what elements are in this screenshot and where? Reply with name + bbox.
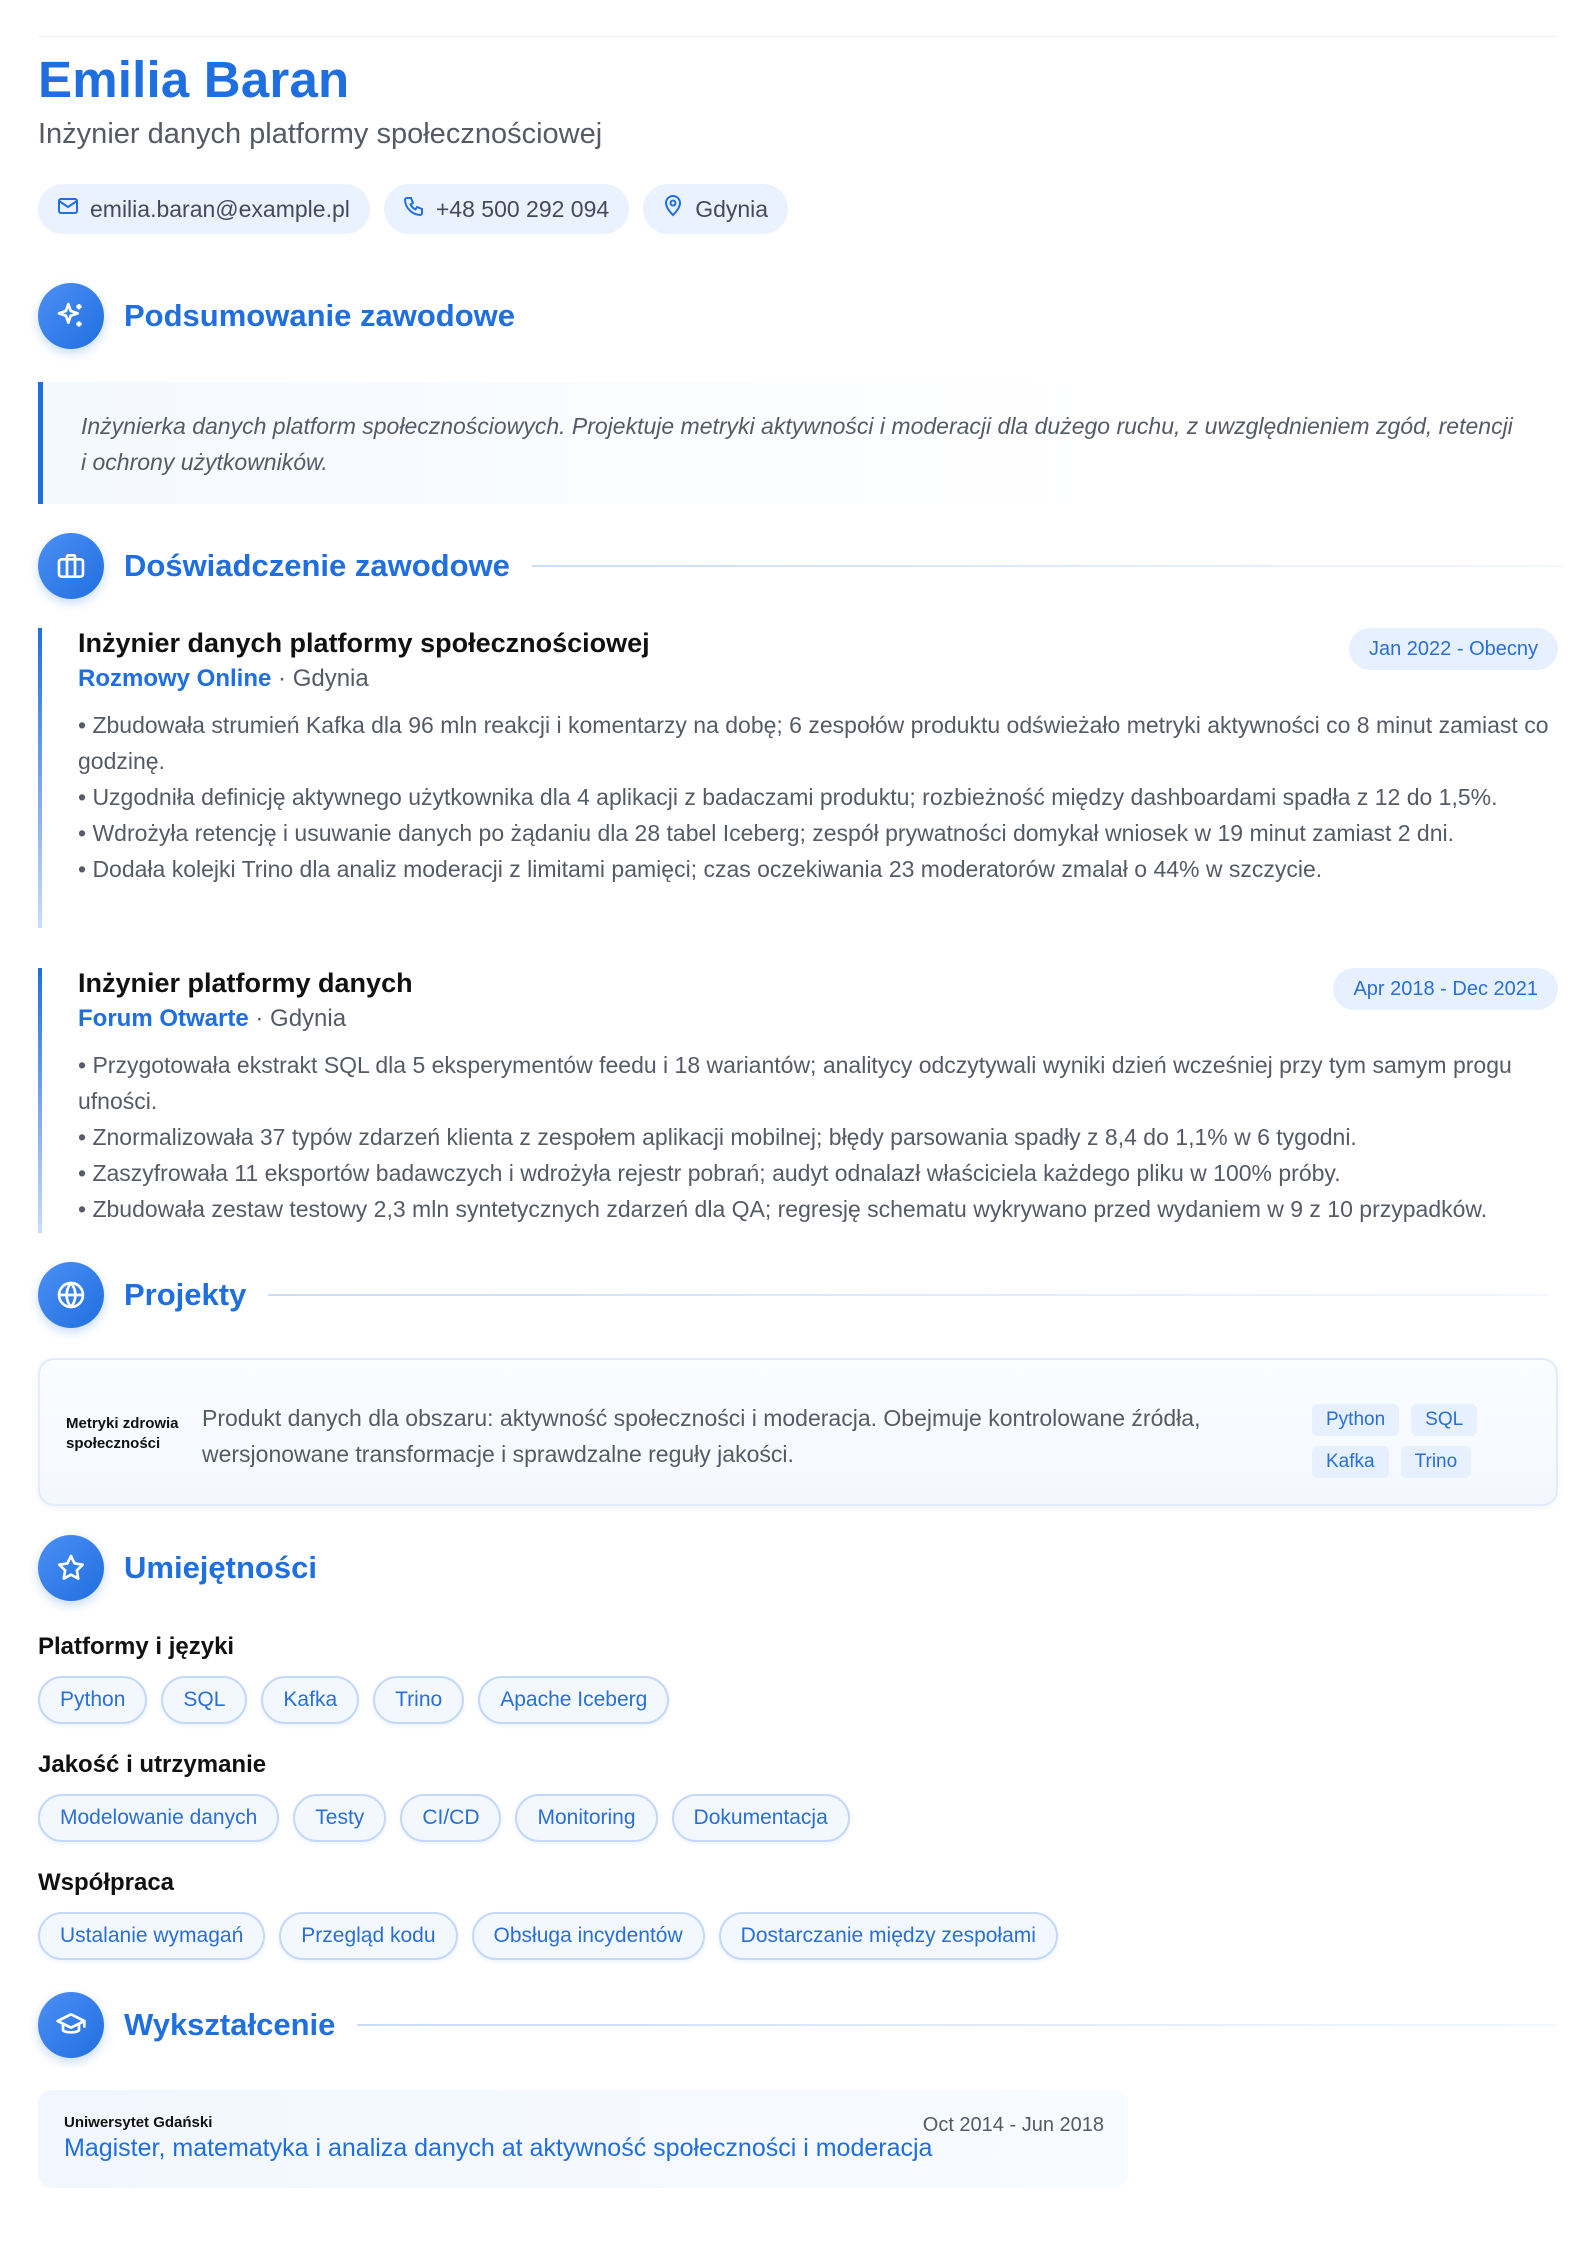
- skill-tag: CI/CD: [400, 1794, 501, 1842]
- skill-list: [38, 1794, 850, 1842]
- skill-tag: Obsługa incydentów: [472, 1912, 705, 1960]
- job-bullet: • Uzgodniła definicję aktywnego użytkownika dla 4 aplikacji z badaczami produktu; rozbieżność między dashboardami spadła z 12 do 1,5%.: [78, 784, 1498, 810]
- contact-list: [38, 184, 788, 234]
- contact-phone[interactable]: [384, 184, 629, 234]
- sparkle-icon: [38, 283, 104, 349]
- skill-tag: Kafka: [261, 1676, 359, 1724]
- section-title: Projekty: [124, 1277, 247, 1312]
- job-title: Inżynier danych platformy społecznościowej: [78, 628, 650, 658]
- job-company-line: [78, 1005, 1558, 1033]
- education-degree: Magister, matematyka i analiza danych at aktywność społeczności i moderacja: [64, 2134, 933, 2162]
- globe-icon: [38, 1262, 104, 1328]
- job-company-line: [78, 665, 1558, 693]
- skill-tag: Trino: [373, 1676, 464, 1724]
- skill-tag: Przegląd kodu: [279, 1912, 457, 1960]
- section-title: Umiejętności: [124, 1550, 317, 1585]
- job-bullet: • Dodała kolejki Trino dla analiz moderacji z limitami pamięci; czas oczekiwania 23 moderatorów zmalał o 44% w szczycie.: [78, 856, 1323, 882]
- contact-email[interactable]: [38, 184, 370, 234]
- skill-group-title: Współpraca: [38, 1869, 175, 1896]
- section-divider: [357, 2024, 1557, 2026]
- education-school: Uniwersytet Gdański: [64, 2114, 213, 2131]
- experience-entry: [38, 628, 1558, 928]
- job-company: Forum Otwarte: [78, 1005, 249, 1032]
- section-summary-header: [38, 283, 515, 349]
- job-bullet: • Znormalizowała 37 typów zdarzeń klienta z zespołem aplikacji mobilnej; błędy parsowania spadły z 8,4 do 1,1% w 6 tygodni.: [78, 1124, 1357, 1150]
- project-tag: Trino: [1401, 1446, 1472, 1478]
- project-tag: SQL: [1411, 1404, 1477, 1436]
- job-company: Rozmowy Online: [78, 665, 272, 692]
- project-description: Produkt danych dla obszaru: aktywność społeczności i moderacja. Obejmuje kontrolowane źródła, wersjonowane transformacje i sprawdzalne reguły jakości.: [202, 1405, 1201, 1467]
- skill-tag: Modelowanie danych: [38, 1794, 279, 1842]
- project-card: [38, 1358, 1558, 1506]
- job-location: · Gdynia: [278, 665, 369, 692]
- job-bullet: • Zbudowała strumień Kafka dla 96 mln reakcji i komentarzy na dobę; 6 zespołów produktu odświeżało metryki aktywności co 8 minut zamiast co godzinę.: [78, 712, 1549, 774]
- section-title: Wykształcenie: [124, 2007, 336, 2042]
- contact-email-text: emilia.baran@example.pl: [90, 195, 350, 222]
- section-divider: [532, 565, 1562, 567]
- education-dates: Oct 2014 - Jun 2018: [922, 2114, 1104, 2136]
- job-location: · Gdynia: [255, 1005, 347, 1032]
- job-title: Inżynier platformy danych: [78, 968, 413, 998]
- section-title: Doświadczenie zawodowe: [124, 548, 510, 583]
- summary-text: Inżynierka danych platform społecznościowych. Projektuje metryki aktywności i moderacji dla dużego ruchu, z uwzględnieniem zgód, retencji i ochrony użytkowników.: [38, 382, 1558, 504]
- section-education-header: [38, 1992, 1557, 2058]
- project-tags: [1312, 1404, 1512, 1478]
- project-tag: Kafka: [1312, 1446, 1389, 1478]
- contact-phone-text: +48 500 292 094: [435, 195, 610, 222]
- section-experience-header: [38, 533, 1562, 599]
- briefcase-icon: [38, 533, 104, 599]
- graduation-cap-icon: [38, 1992, 104, 2058]
- experience-entry: [38, 968, 1558, 1233]
- contact-location: [643, 184, 788, 234]
- job-bullets: [78, 1047, 1558, 1227]
- skill-tag: Dostarczanie między zespołami: [719, 1912, 1058, 1960]
- skill-tag: SQL: [161, 1676, 247, 1724]
- section-skills-header: [38, 1535, 317, 1601]
- location-icon: [661, 194, 685, 224]
- phone-icon: [402, 194, 426, 224]
- skill-tag: Apache Iceberg: [478, 1676, 669, 1724]
- skill-group-title: Platformy i języki: [38, 1633, 235, 1660]
- top-divider: [38, 36, 1558, 37]
- star-icon: [38, 1535, 104, 1601]
- skill-group-title: Jakość i utrzymanie: [38, 1751, 267, 1778]
- project-name: Metryki zdrowia społeczności: [66, 1415, 179, 1452]
- section-projects-header: [38, 1262, 1548, 1328]
- candidate-role: Inżynier danych platformy społecznościowej: [38, 118, 603, 150]
- candidate-name: Emilia Baran: [38, 51, 350, 108]
- skill-list: [38, 1676, 669, 1724]
- job-bullets: [78, 707, 1558, 887]
- section-divider: [268, 1294, 1548, 1296]
- job-bullet: • Zbudowała zestaw testowy 2,3 mln syntetycznych zdarzeń dla QA; regresję schematu wykrywano przed wydaniem w 9 z 10 przypadków.: [78, 1196, 1488, 1222]
- education-entry: [38, 2090, 1128, 2188]
- skill-tag: Python: [38, 1676, 147, 1724]
- job-dates: Jan 2022 - Obecny: [1349, 628, 1558, 670]
- contact-location-text: Gdynia: [695, 195, 769, 222]
- job-bullet: • Wdrożyła retencję i usuwanie danych po żądaniu dla 28 tabel Iceberg; zespół prywatności domykał wniosek w 19 minut zamiast 2 dni.: [78, 820, 1454, 846]
- skill-tag: Monitoring: [515, 1794, 657, 1842]
- job-dates: Apr 2018 - Dec 2021: [1333, 968, 1558, 1010]
- skill-tag: Ustalanie wymagań: [38, 1912, 265, 1960]
- skill-tag: Dokumentacja: [672, 1794, 850, 1842]
- job-bullet: • Zaszyfrowała 11 eksportów badawczych i wdrożyła rejestr pobrań; audyt odnalazł właściciela każdego pliku w 100% próby.: [78, 1160, 1341, 1186]
- skill-list: [38, 1912, 1058, 1960]
- skill-tag: Testy: [293, 1794, 386, 1842]
- job-bullet: • Przygotowała ekstrakt SQL dla 5 eksperymentów feedu i 18 wariantów; analitycy odczytywali wyniki dzień wcześniej przy tym samym progu ufności.: [78, 1052, 1512, 1114]
- section-title: Podsumowanie zawodowe: [124, 298, 515, 333]
- mail-icon: [56, 194, 80, 224]
- project-tag: Python: [1312, 1404, 1399, 1436]
